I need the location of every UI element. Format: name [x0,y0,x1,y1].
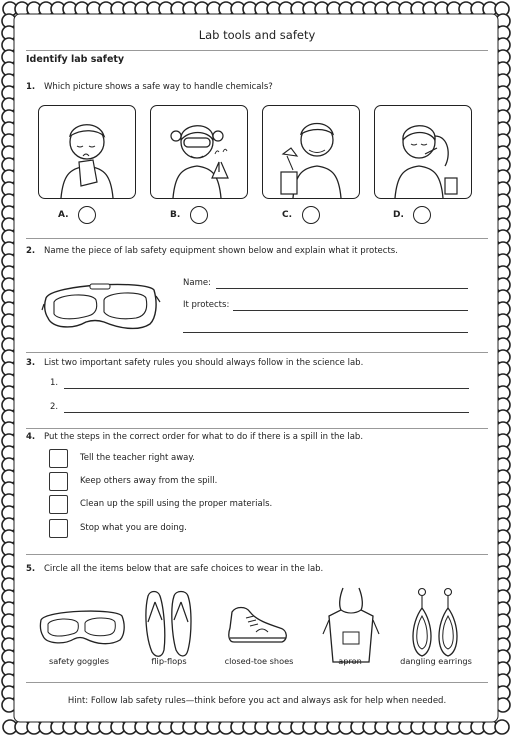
protects-label: It protects: [183,300,230,310]
hint-text: Hint: Follow lab safety rules—think before you act and always ask for help when needed. [67,696,447,706]
apron-icon[interactable] [323,586,379,664]
dangling-earrings-icon[interactable] [408,586,462,664]
step-text: Keep others away from the spill. [80,476,218,486]
question-2 [26,246,398,256]
option-a-letter: A. [58,210,69,220]
worksheet-title: Lab tools and safety [198,28,316,42]
name-label: Name: [183,278,211,288]
girl-tasting-substance-icon [375,106,471,198]
question-5-number: 5. [26,564,36,574]
option-c-letter: C. [282,210,293,220]
question-5 [26,564,323,574]
section-heading: Identify lab safety [26,54,125,65]
option-b-letter: B. [170,210,181,220]
question-1-number: 1. [26,82,36,92]
option-b-answer-circle[interactable] [190,206,208,224]
question-4-number: 4. [26,432,36,442]
question-4-text: Put the steps in the correct order for what to do if there is a spill in the lab. [44,432,364,442]
question-2-text: Name the piece of lab safety equipment shown below and explain what it protects. [44,246,398,256]
title-divider [26,50,488,51]
option-d-picture[interactable] [374,105,472,199]
closed-toe-shoe-icon[interactable] [226,602,290,650]
question-1-text: Which picture shows a safe way to handle chemicals? [44,82,273,92]
divider [26,682,488,683]
question-2-number: 2. [26,246,36,256]
item-label: closed-toe shoes [224,656,294,666]
step-order-box[interactable] [49,519,68,538]
option-a-answer-circle[interactable] [78,206,96,224]
rule-1-label: 1. [50,378,59,388]
option-d-letter: D. [393,210,404,220]
rule-2-label: 2. [50,402,59,412]
divider [26,352,488,353]
worksheet [18,16,496,718]
divider [26,554,488,555]
protects-answer-line[interactable] [233,310,468,311]
step-text: Clean up the spill using the proper materials. [80,499,273,509]
step-order-box[interactable] [49,449,68,468]
safety-goggles-icon[interactable] [38,604,128,650]
boy-pouring-liquid-icon [263,106,359,198]
rule-2-answer-line[interactable] [64,412,469,413]
question-4 [26,432,363,442]
name-answer-line[interactable] [216,288,468,289]
question-1 [26,82,273,92]
option-c-answer-circle[interactable] [302,206,320,224]
question-3-number: 3. [26,358,36,368]
step-order-box[interactable] [49,495,68,514]
option-b-picture[interactable] [150,105,248,199]
step-order-box[interactable] [49,472,68,491]
option-c-picture[interactable] [262,105,360,199]
question-3 [26,358,363,368]
item-label: apron [338,656,362,666]
option-d-answer-circle[interactable] [413,206,431,224]
divider [26,428,488,429]
boy-smelling-chemical-icon [39,106,135,198]
rule-1-answer-line[interactable] [64,388,469,389]
step-text: Stop what you are doing. [80,523,187,533]
protects-answer-line-2[interactable] [183,332,468,333]
item-label: flip-flops [151,656,187,666]
step-text: Tell the teacher right away. [80,453,195,463]
girl-wearing-goggles-holding-flask-icon [151,106,247,198]
question-3-text: List two important safety rules you should always follow in the science lab. [44,358,364,368]
safety-goggles-icon [42,274,162,338]
option-a-picture[interactable] [38,105,136,199]
item-label: safety goggles [48,656,110,666]
question-5-text: Circle all the items below that are safe choices to wear in the lab. [44,564,324,574]
divider [26,238,488,239]
item-label: dangling earrings [400,656,472,666]
flip-flops-icon[interactable] [142,588,196,660]
